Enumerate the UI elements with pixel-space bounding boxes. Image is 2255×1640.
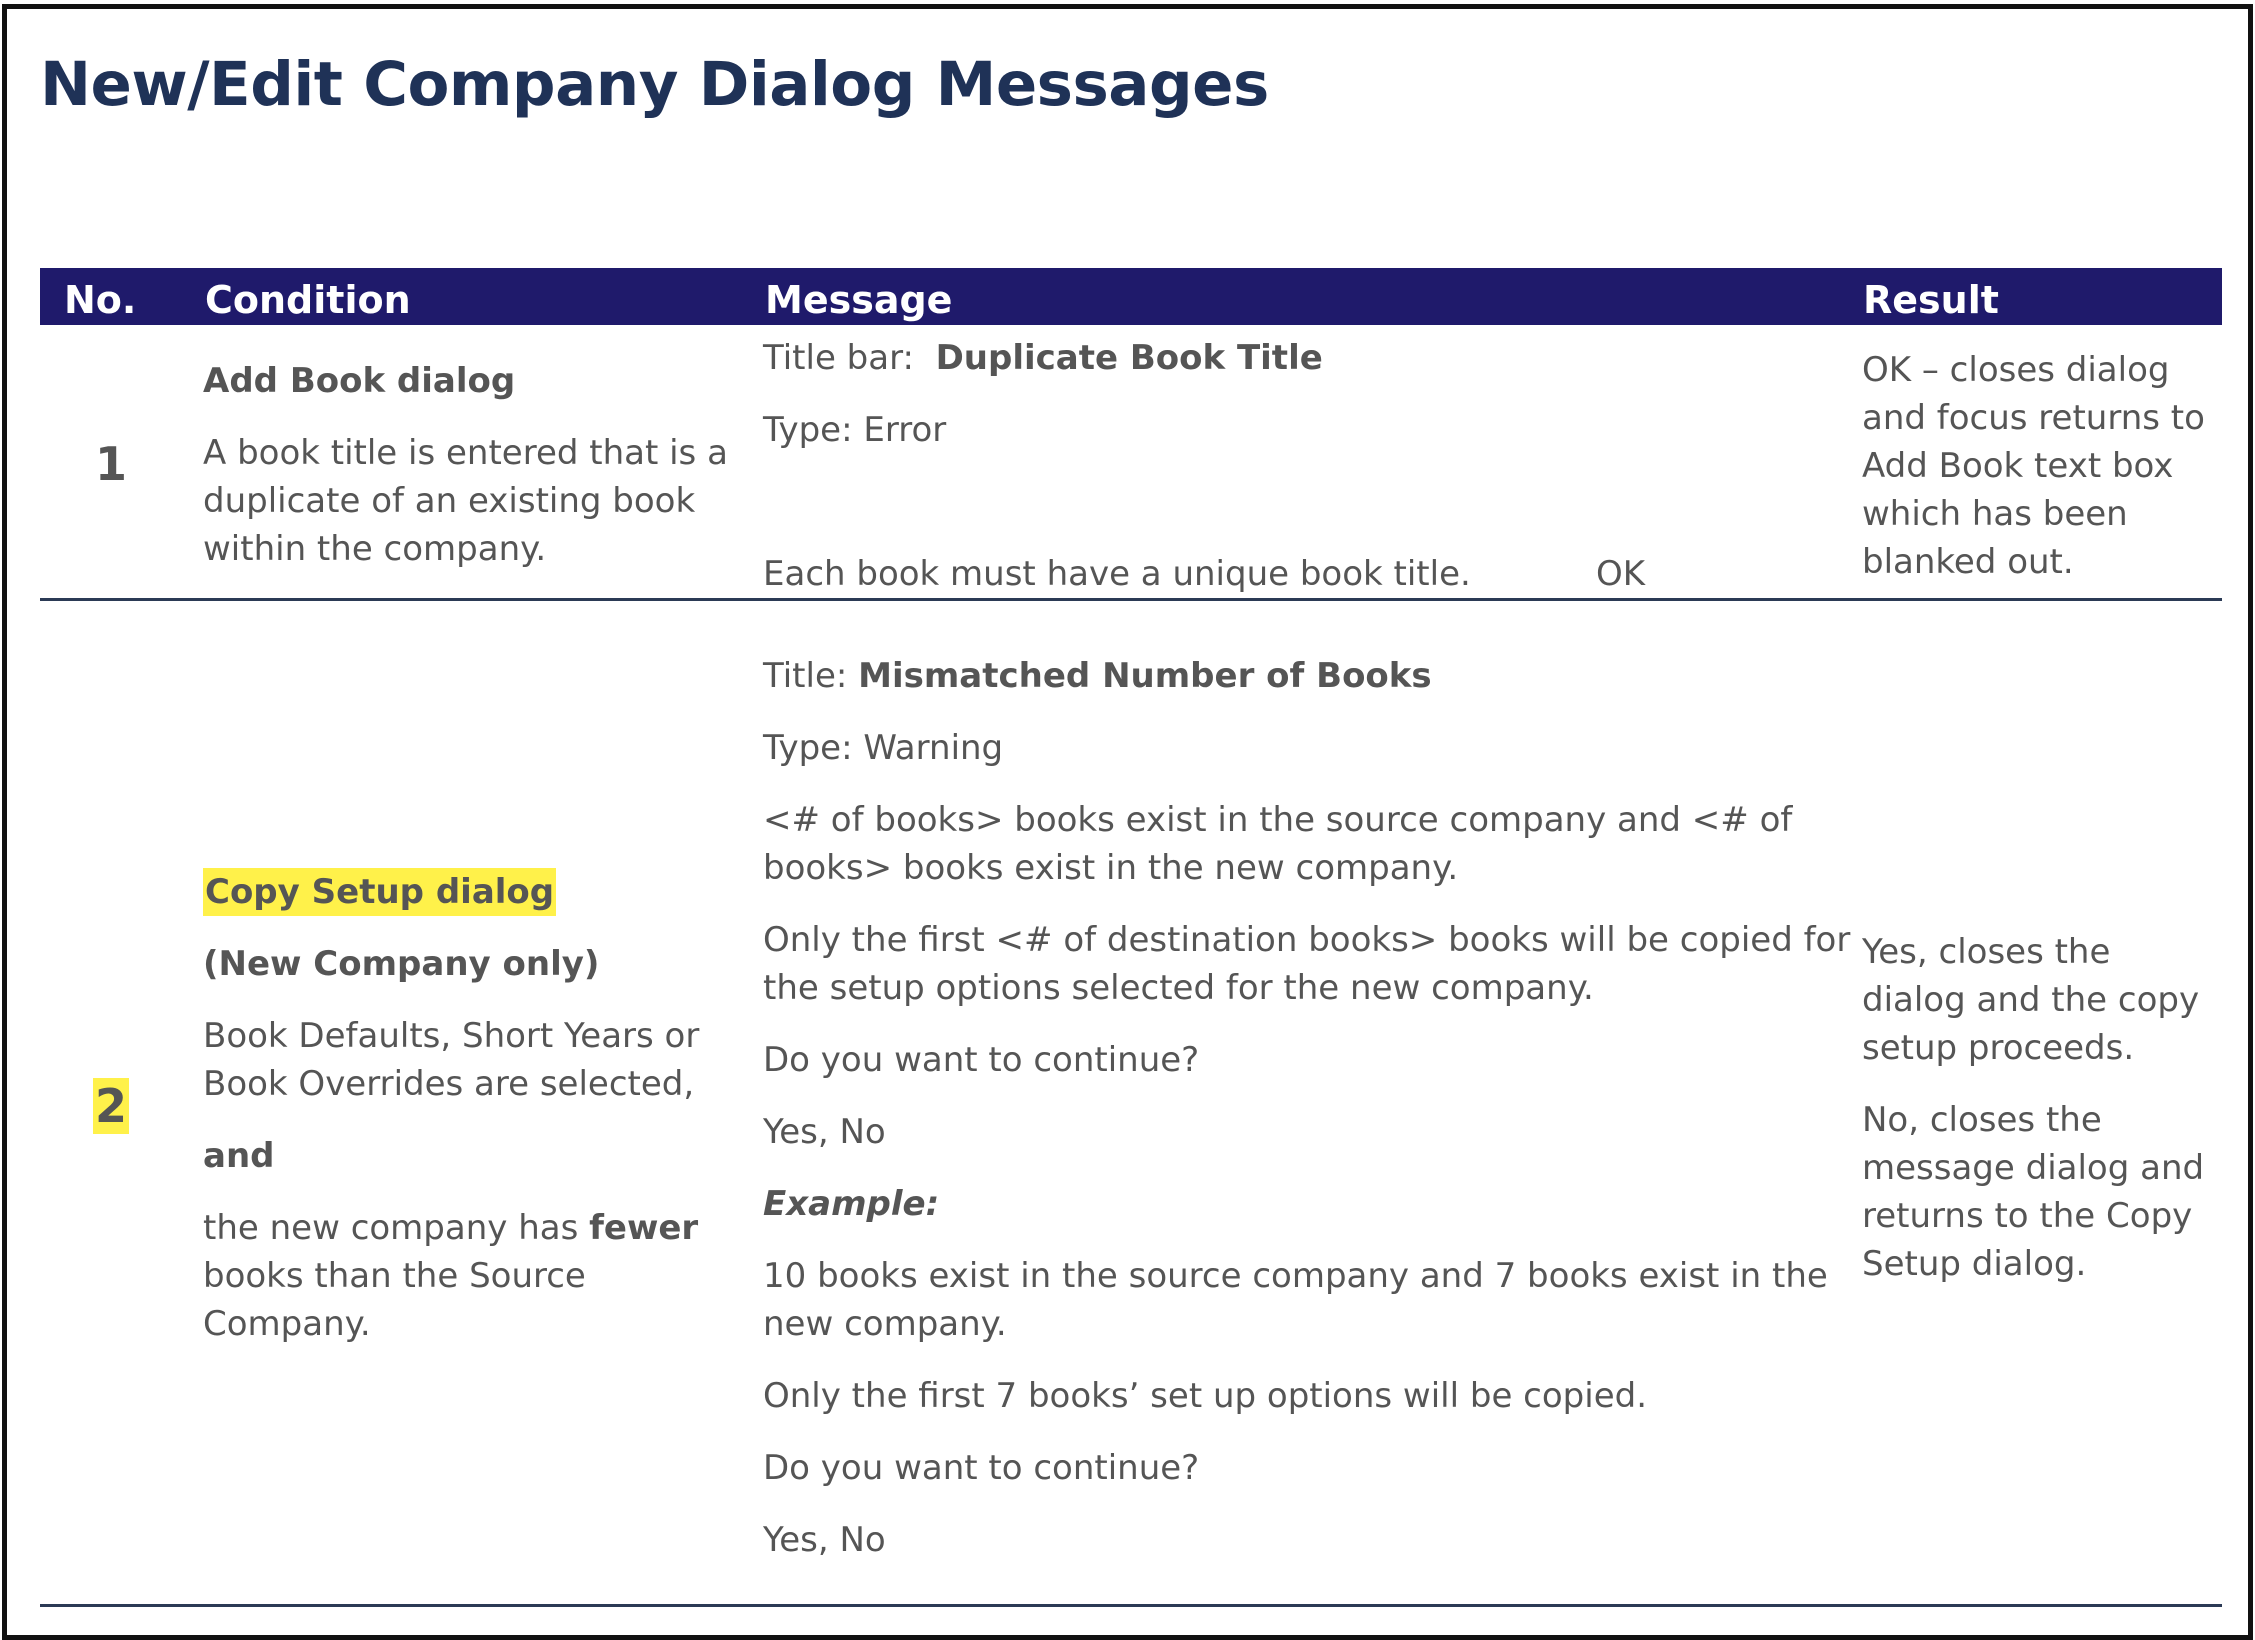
result-line: returns to the Copy	[1862, 1196, 2193, 1236]
message-title-value: Mismatched Number of Books	[858, 656, 1432, 696]
condition-line: A book title is entered that is a	[203, 433, 728, 473]
message-line: <# of books> books exist in the source company and <# of	[763, 800, 1793, 840]
table-header	[40, 268, 2222, 325]
header-condition: Condition	[205, 278, 411, 322]
example-line: new company.	[763, 1304, 1007, 1344]
condition-line: Book Defaults, Short Years or	[203, 1016, 700, 1056]
result-line: message dialog and	[1862, 1148, 2205, 1188]
result-line: setup proceeds.	[1862, 1028, 2135, 1068]
message-title-line	[763, 334, 1323, 382]
message-line: books> books exist in the new company.	[763, 848, 1459, 888]
example-line: Only the first 7 books’ set up options will be copied.	[763, 1376, 1648, 1416]
message-type: Type: Error	[763, 410, 947, 450]
result-line: blanked out.	[1862, 542, 2074, 582]
example-line: Do you want to continue?	[763, 1448, 1200, 1488]
condition-heading: Copy Setup dialog	[203, 868, 556, 916]
header-result: Result	[1863, 278, 1999, 322]
message-title-line	[763, 652, 1432, 700]
message-line: the setup options selected for the new company.	[763, 968, 1594, 1008]
example-line: 10 books exist in the source company and 7 books exist in the	[763, 1256, 1828, 1296]
example-label: Example:	[763, 1184, 940, 1224]
condition-line: Book Overrides are selected,	[203, 1064, 695, 1104]
condition-line: duplicate of an existing book	[203, 481, 696, 521]
condition-line-bold: fewer	[589, 1208, 699, 1248]
header-message: Message	[765, 278, 953, 322]
result-line: Setup dialog.	[1862, 1244, 2087, 1284]
header-no: No.	[64, 278, 137, 322]
message-title-value: Duplicate Book Title	[935, 338, 1323, 378]
condition-line	[203, 1204, 698, 1252]
condition-line: books than the Source	[203, 1256, 586, 1296]
message-line: Only the first <# of destination books> books will be copied for	[763, 920, 1851, 960]
message-type: Type: Warning	[763, 728, 1004, 768]
message-title-label: Title:	[763, 656, 848, 696]
result-line: Yes, closes the	[1862, 932, 2111, 972]
result-line: and focus returns to	[1862, 398, 2205, 438]
page-title: New/Edit Company Dialog Messages	[40, 49, 1269, 120]
result-line: Add Book text box	[1862, 446, 2174, 486]
condition-subheading: (New Company only)	[203, 944, 600, 984]
condition-line-prefix: the new company has	[203, 1208, 590, 1248]
document-frame	[2, 4, 2253, 1640]
row-divider	[40, 598, 2222, 601]
condition-line: Company.	[203, 1304, 371, 1344]
example-line: Yes, No	[763, 1520, 886, 1560]
result-line: which has been	[1862, 494, 2128, 534]
result-line: OK – closes dialog	[1862, 350, 2170, 390]
row-divider	[40, 1604, 2222, 1607]
message-body: Each book must have a unique book title.	[763, 554, 1471, 594]
condition-line: within the company.	[203, 529, 547, 569]
condition-heading: Add Book dialog	[203, 361, 516, 401]
result-line: dialog and the copy	[1862, 980, 2200, 1020]
message-title-label: Title bar:	[763, 338, 914, 378]
message-button-ok: OK	[1596, 554, 1646, 594]
result-line: No, closes the	[1862, 1100, 2102, 1140]
row-number: 1	[95, 437, 128, 491]
row-number: 2	[95, 1079, 128, 1133]
condition-conjunction: and	[203, 1136, 275, 1176]
message-line: Do you want to continue?	[763, 1040, 1200, 1080]
message-line: Yes, No	[763, 1112, 886, 1152]
